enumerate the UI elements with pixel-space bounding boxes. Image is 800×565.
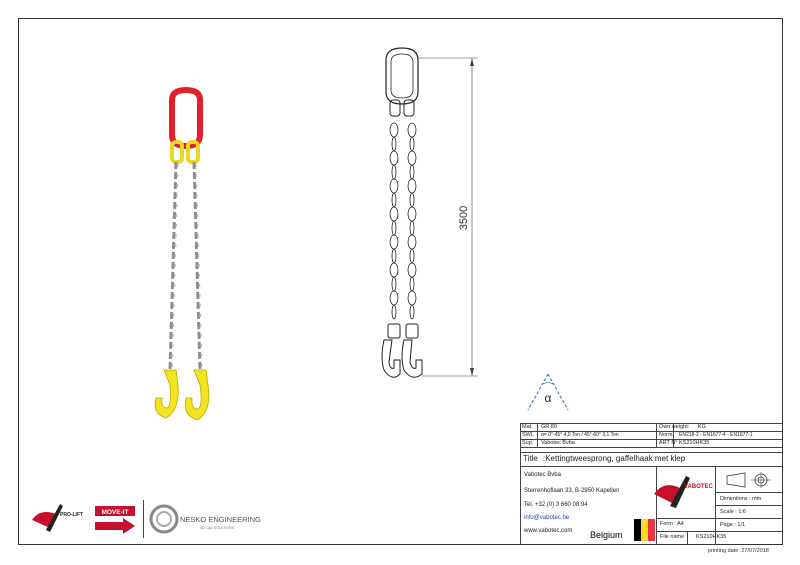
sup-label: Sup. <box>522 440 534 446</box>
chain-right <box>194 162 202 370</box>
company-email[interactable]: info@vabotec.be <box>524 515 570 521</box>
title-value: :Kettingtweesprong, gaffelhaak met klep <box>543 454 686 463</box>
dimension-value: 3500 <box>458 205 470 231</box>
dimensions-info: Dimentions : mm <box>720 496 762 502</box>
file-name-label: File name <box>660 534 685 540</box>
projection-symbol-icon <box>725 471 775 489</box>
own-weight-label: Own weight: <box>659 424 690 430</box>
drawing-hook-left <box>382 324 400 377</box>
drawing-hook-right <box>402 324 422 377</box>
company-tel: Tel. +32 (0) 3 660 08 94 <box>524 502 588 508</box>
page-info: Page : 1/1 <box>720 522 746 528</box>
mat-value: GR 80 <box>541 424 557 430</box>
vabotec-logo-text: VABOTEC <box>684 484 713 490</box>
norm-label: Norm: <box>659 432 674 438</box>
art-label: ART N° <box>659 440 678 446</box>
belgium-flag-icon <box>634 519 655 541</box>
product-render <box>150 80 240 430</box>
mat-label: Mat. <box>522 424 533 430</box>
prolift-logo <box>28 498 88 538</box>
nesko-logo-tagline: 3D CAD SOLUTIONS <box>200 526 235 530</box>
country-label: Belgium <box>590 530 623 540</box>
vabotec-logo <box>650 470 714 516</box>
form-info: Form : A4 <box>660 521 684 527</box>
hook-left <box>155 370 178 418</box>
swl-value: α= 0°-45° 4,0 Ton / 45°-60° 3,1 Ton <box>541 432 619 438</box>
nesko-logo <box>148 500 261 540</box>
own-weight-value: KG <box>698 424 706 430</box>
hook-right <box>185 370 209 420</box>
company-name: Vabotec Bvba <box>524 472 561 478</box>
moveit-logo <box>93 502 137 536</box>
swl-label: SWL <box>522 432 534 438</box>
norm-value: EN218-2 - EN1677-4 - EN1677-1 <box>679 432 753 438</box>
chain-left <box>170 162 178 370</box>
technical-drawing <box>370 40 490 385</box>
prolift-logo-text: PRO-LIFT <box>60 512 84 518</box>
nesko-logo-name: NESKO ENGINEERING <box>180 515 261 524</box>
drawing-chain-left <box>390 123 398 319</box>
file-name-value: KS210HK35 <box>696 534 727 540</box>
company-website[interactable]: www.vabotec.com <box>524 528 573 534</box>
printing-date: printing date: 27/07/2018 <box>708 548 769 554</box>
company-address: Sterrenhoflaan 33, B-2950 Kapellen <box>524 488 620 494</box>
scale-info: Scale : 1:6 <box>720 509 746 515</box>
angle-label: α <box>544 391 552 405</box>
drawing-chain-right <box>408 123 416 319</box>
sup-value: Vabotec Bvba <box>541 440 575 446</box>
title-label: Title <box>523 454 538 463</box>
moveit-logo-text: MOVE-IT <box>101 509 129 516</box>
angle-symbol <box>526 370 570 414</box>
master-link <box>172 90 200 146</box>
art-value: KS210HK35 <box>679 440 710 446</box>
